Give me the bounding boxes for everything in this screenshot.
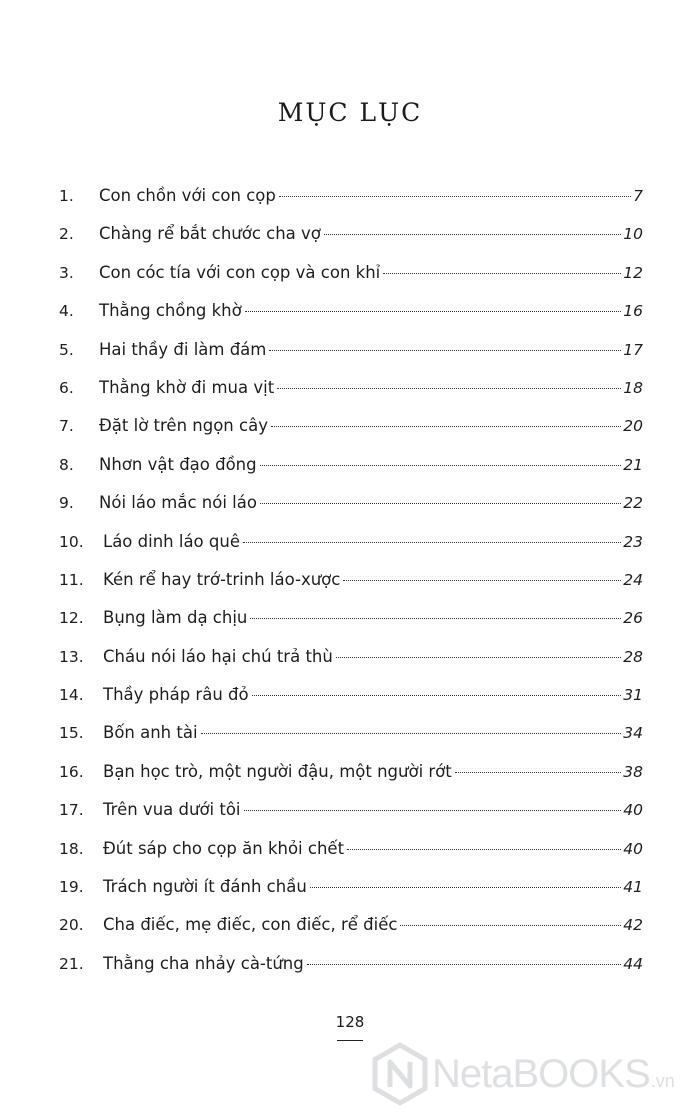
toc-item-page: 42 <box>623 916 643 935</box>
toc-item-number: 7. <box>59 417 74 436</box>
watermark-suffix: .vn <box>650 1070 675 1091</box>
dot-leader <box>244 810 622 811</box>
toc-item-title: Chàng rể bắt chước cha vợ <box>99 224 321 244</box>
toc-item[interactable] <box>59 714 643 752</box>
toc-item-page: 12 <box>623 263 643 282</box>
toc-item-title: Thằng cha nhảy cà-tứng <box>103 953 304 973</box>
toc-item[interactable] <box>59 638 643 676</box>
toc-item-title: Con chồn với con cọp <box>99 186 276 205</box>
toc-item-page: 7 <box>633 187 643 205</box>
toc-item[interactable] <box>59 830 643 868</box>
dot-leader <box>310 887 621 888</box>
toc-item-number: 8. <box>59 455 74 474</box>
toc-item[interactable] <box>59 868 643 906</box>
toc-item-title: Láo dinh láo quê <box>103 531 240 551</box>
toc-item-number: 15. <box>59 724 84 743</box>
dot-leader <box>243 542 621 543</box>
toc-item[interactable] <box>59 446 643 484</box>
toc-item-page: 40 <box>623 839 643 858</box>
page-number: 128 <box>335 1013 365 1031</box>
netabooks-logo-icon <box>372 1042 428 1106</box>
toc-item-title: Nói láo mắc nói láo <box>99 493 257 513</box>
dot-leader <box>250 618 621 619</box>
dot-leader <box>252 695 622 696</box>
toc-item[interactable] <box>59 945 643 983</box>
toc-item[interactable] <box>59 177 643 215</box>
toc-item[interactable] <box>59 215 643 253</box>
toc-item-number: 1. <box>59 187 74 205</box>
dot-leader <box>324 234 621 235</box>
toc-item-page: 10 <box>623 225 643 244</box>
toc-item-page: 38 <box>623 762 643 781</box>
toc-item-number: 14. <box>59 686 84 705</box>
toc-item-number: 9. <box>59 494 74 513</box>
toc-item-title: Cháu nói láo hại chú trả thù <box>103 646 333 666</box>
toc-item-number: 21. <box>59 954 84 973</box>
toc-item-number: 18. <box>59 839 84 858</box>
toc-item-page: 24 <box>623 570 643 589</box>
toc-item[interactable] <box>59 523 643 561</box>
toc-item-number: 4. <box>59 302 74 321</box>
dot-leader <box>260 465 622 466</box>
toc-item-number: 16. <box>59 762 84 781</box>
dot-leader <box>279 196 631 197</box>
toc-item-title: Nhơn vật đạo đồng <box>99 454 257 474</box>
toc-item-title: Thầy pháp râu đỏ <box>103 685 249 705</box>
toc-item-title: Đặt lờ trên ngọn cây <box>99 416 268 436</box>
toc-item-title: Con cóc tía với con cọp và con khỉ <box>99 262 381 282</box>
dot-leader <box>347 849 621 850</box>
toc-item-number: 6. <box>59 378 74 397</box>
toc-item[interactable] <box>59 676 643 714</box>
toc-item-page: 28 <box>623 647 643 666</box>
toc-item-page: 17 <box>623 340 643 359</box>
toc-item-page: 18 <box>623 378 643 397</box>
table-of-contents <box>59 177 643 983</box>
page-number-rule <box>337 1040 363 1041</box>
toc-item[interactable] <box>59 753 643 791</box>
toc-item[interactable] <box>59 407 643 445</box>
dot-leader <box>271 426 621 427</box>
toc-item-title: Hai thầy đi làm đám <box>99 339 267 359</box>
toc-item[interactable] <box>59 254 643 292</box>
toc-item-page: 21 <box>623 455 643 474</box>
toc-item-title: Thằng chồng khờ <box>99 301 242 321</box>
toc-item-page: 22 <box>623 494 643 513</box>
toc-item-title: Bụng làm dạ chịu <box>103 608 248 628</box>
toc-item[interactable] <box>59 791 643 829</box>
toc-item-title: Đút sáp cho cọp ăn khỏi chết <box>103 838 345 858</box>
toc-item-page: 31 <box>623 686 643 705</box>
toc-item-page: 41 <box>623 878 643 897</box>
toc-item-number: 3. <box>59 263 74 282</box>
dot-leader <box>383 273 621 274</box>
toc-item-number: 13. <box>59 647 84 666</box>
toc-item[interactable] <box>59 484 643 522</box>
dot-leader <box>343 580 621 581</box>
toc-item-title: Trách người ít đánh chầu <box>103 877 307 897</box>
toc-item-number: 20. <box>59 916 84 935</box>
toc-item-number: 11. <box>59 570 84 589</box>
toc-item-number: 12. <box>59 609 84 628</box>
watermark-text: NetaBOOKS <box>432 1051 650 1096</box>
toc-item-title: Bạn học trò, một người đậu, một người rớt <box>103 761 452 781</box>
dot-leader <box>336 657 621 658</box>
toc-item-page: 23 <box>623 532 643 551</box>
dot-leader <box>201 733 622 734</box>
toc-item[interactable] <box>59 292 643 330</box>
toc-item-page: 20 <box>623 417 643 436</box>
toc-item-title: Kén rể hay trớ-trinh láo-xược <box>103 569 341 589</box>
dot-leader <box>277 388 621 389</box>
toc-item-page: 40 <box>623 801 643 820</box>
toc-item-title: Cha điếc, mẹ điếc, con điếc, rể điếc <box>103 915 398 935</box>
page-title: MỤC LỤC <box>277 98 423 127</box>
toc-item-number: 17. <box>59 801 84 820</box>
toc-item-number: 10. <box>59 532 84 551</box>
toc-item-page: 16 <box>623 302 643 321</box>
dot-leader <box>260 503 621 504</box>
toc-item-number: 19. <box>59 878 84 897</box>
dot-leader <box>245 311 622 312</box>
toc-item-title: Trên vua dưới tôi <box>103 800 241 820</box>
toc-item-number: 2. <box>59 225 74 244</box>
toc-item-page: 44 <box>623 954 643 973</box>
dot-leader <box>269 350 621 351</box>
toc-item-number: 5. <box>59 340 74 359</box>
toc-item[interactable] <box>59 369 643 407</box>
watermark <box>372 1042 675 1106</box>
toc-item-title: Thằng khờ đi mua vịt <box>99 377 275 397</box>
toc-item-title: Bốn anh tài <box>103 723 198 743</box>
toc-item-page: 34 <box>623 724 643 743</box>
dot-leader <box>455 772 622 773</box>
toc-item-page: 26 <box>623 609 643 628</box>
toc-item[interactable] <box>59 331 643 369</box>
toc-item[interactable] <box>59 906 643 944</box>
dot-leader <box>307 964 622 965</box>
toc-item[interactable] <box>59 599 643 637</box>
dot-leader <box>400 925 621 926</box>
toc-item[interactable] <box>59 561 643 599</box>
